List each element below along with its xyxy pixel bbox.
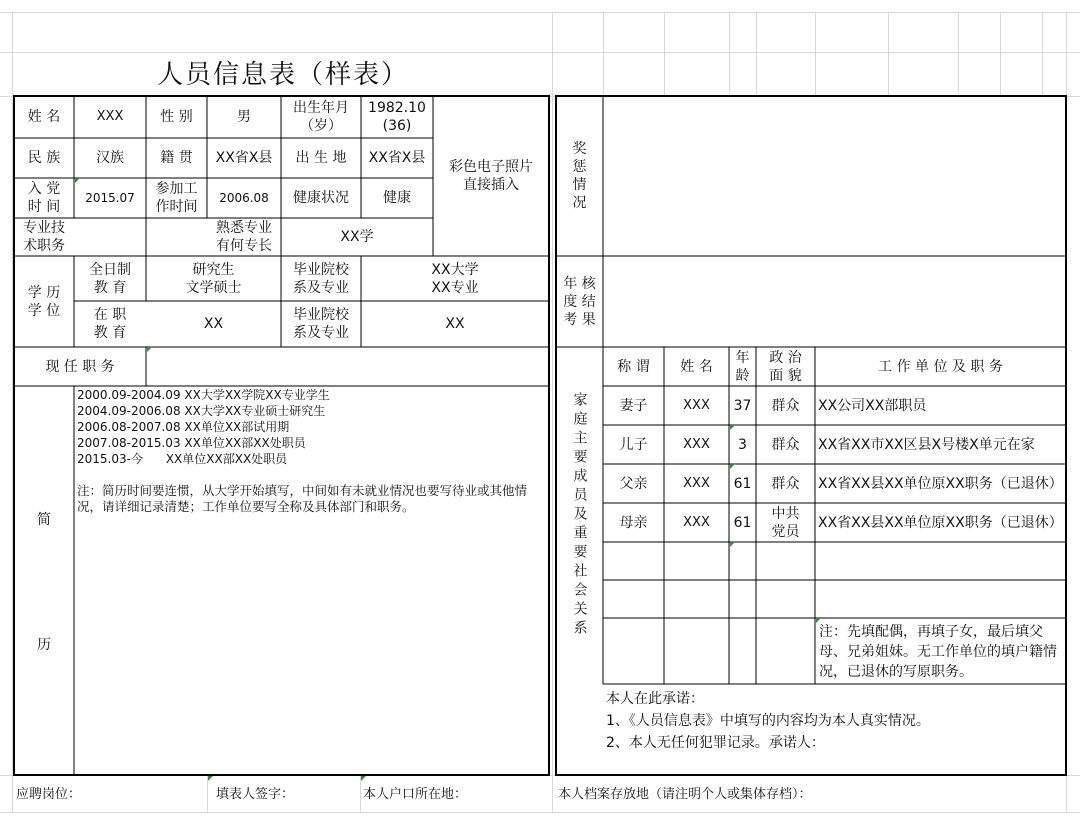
resume-note: 注：简历时间要连惯，从大学开始填写，中间如有未就业情况也要写待业或其他情况，请详细记录清楚；工作单位要写全称及具体部门和职务。 [77,483,528,514]
comment-marker-icon [208,776,213,781]
comment-marker-icon [816,618,821,623]
health-value[interactable]: 健康 [383,190,411,206]
fulltime-edu-label: 全日制 教 育 [89,261,131,296]
archive-location-label[interactable]: 本人档案存放地（请注明个人或集体存档）： [558,787,812,802]
resume-line: 2004.09-2006.08 XX大学XX专业硕士研究生 [77,404,326,418]
assessment-value[interactable] [603,256,1066,347]
resume-line: 2007.08-2015.03 XX单位XX部XX处职员 [77,436,306,450]
specialty-value[interactable]: XX学 [340,229,374,245]
resume-content[interactable] [77,387,545,772]
apply-position-label[interactable]: 应聘岗位： [16,787,82,802]
birthplace-label: 出 生 地 [295,150,347,166]
birthplace-value[interactable]: XX省X县 [368,150,426,166]
comment-marker-icon [730,464,735,469]
member-political[interactable]: 中共 党员 [771,505,800,540]
member-work[interactable]: XX公司XX部职员 [818,397,927,414]
work-start-value[interactable]: 2006.08 [219,190,269,205]
member-name[interactable]: XXX [683,475,710,491]
inservice-school-value[interactable]: XX [445,316,465,332]
header-age: 年 龄 [735,349,750,384]
inservice-edu-value[interactable]: XX [203,316,224,332]
specialty-label: 熟悉专业 有何专长 [216,220,272,254]
member-relation[interactable]: 儿子 [619,436,648,453]
resume-line: 2015.03-今 XX单位XX部XX处职员 [77,452,288,466]
resume-label-top: 简 [37,512,51,528]
rewards-label: 奖 惩 情 况 [572,141,587,211]
comment-marker-icon [730,542,735,547]
photo-placeholder[interactable]: 彩色电子照片 直接插入 [449,159,533,193]
fulltime-edu-value[interactable]: 研究生 文学硕士 [185,261,242,296]
header-political: 政 治 面 貌 [769,349,802,384]
pledge-block[interactable] [606,688,1061,772]
member-work[interactable]: XX省XX市XX区县X号楼X单元在家 [818,436,1035,453]
birth-value[interactable]: 1982.10 (36) [368,100,426,134]
pledge-line: 本人在此承诺： [606,691,704,707]
member-political[interactable]: 群众 [771,397,800,414]
member-name[interactable]: XXX [683,397,710,413]
tech-title-label: 专业技 术职务 [23,220,65,254]
name-label: 姓 名 [27,109,61,125]
family-note: 注：先填配偶，再填子女，最后填父母、兄弟姐妹。无工作单位的填户籍情况，已退休的写原职务。 [819,624,1057,680]
ethnic-label: 民 族 [27,150,61,166]
member-name[interactable]: XXX [683,514,710,530]
gender-value[interactable]: 男 [237,109,251,125]
header-name: 姓 名 [680,358,713,375]
member-work[interactable]: XX省XX县XX单位原XX职务（已退休） [818,514,1063,531]
current-position-value[interactable] [146,347,549,386]
member-relation[interactable]: 母亲 [619,514,648,531]
current-position-label: 现 任 职 务 [45,358,115,375]
comment-marker-icon [361,776,366,781]
party-date-label: 入 党 时 间 [27,181,61,215]
party-date-value[interactable]: 2015.07 [85,190,135,205]
health-label: 健康状况 [293,190,349,206]
name-value[interactable]: XXX [96,109,124,124]
pledge-line: 2、本人无任何犯罪记录。承诺人： [606,735,825,751]
member-age[interactable]: 37 [733,397,752,414]
member-relation[interactable]: 妻子 [619,397,648,414]
signature-label[interactable]: 填表人签字： [216,787,295,802]
family-label [556,347,603,684]
member-political[interactable]: 群众 [771,475,800,492]
header-work: 工 作 单 位 及 职 务 [878,358,1003,375]
member-name[interactable]: XXX [683,436,710,452]
household-label[interactable]: 本人户口所在地： [363,787,468,802]
native-value[interactable]: XX省X县 [215,150,273,166]
native-label: 籍 贯 [160,150,193,166]
family-label-text: 家庭主要成员及重要社会关系 [571,392,588,639]
inservice-school-label: 毕业院校 系及专业 [293,307,349,341]
fulltime-school-label: 毕业院校 系及专业 [293,261,349,296]
pledge-line: 1、《人员信息表》中填写的内容均为本人真实情况。 [606,713,930,729]
member-work[interactable]: XX省XX县XX单位原XX职务（已退休） [818,475,1063,492]
work-start-label: 参加工 作时间 [155,181,198,215]
rewards-value[interactable] [603,96,1066,256]
birth-label: 出生年月 （岁） [293,100,349,134]
fulltime-school-value[interactable]: XX大学 XX专业 [431,261,479,296]
comment-marker-icon [75,178,80,183]
tech-title-value[interactable] [74,218,207,256]
member-age[interactable]: 61 [733,475,752,492]
ethnic-value[interactable]: 汉族 [96,150,124,166]
member-political[interactable]: 群众 [771,436,800,453]
header-relation: 称 谓 [617,358,650,375]
inservice-edu-label: 在 职 教 育 [93,307,127,341]
member-age[interactable]: 3 [738,436,747,453]
resume-label-bottom: 历 [37,637,51,653]
comment-marker-icon [730,425,735,430]
assessment-label: 年 核 度 结 考 果 [563,275,596,328]
gender-label: 性 别 [160,109,193,125]
resume-line: 2000.09-2004.09 XX大学XX学院XX专业学生 [77,388,330,402]
member-age[interactable]: 61 [733,514,752,531]
comment-marker-icon [147,347,152,352]
resume-line: 2006.08-2007.08 XX单位XX部试用期 [77,420,290,434]
form-title: 人员信息表（样表） [156,60,409,90]
education-label: 学 历 学 位 [27,284,61,319]
member-relation[interactable]: 父亲 [619,475,648,492]
